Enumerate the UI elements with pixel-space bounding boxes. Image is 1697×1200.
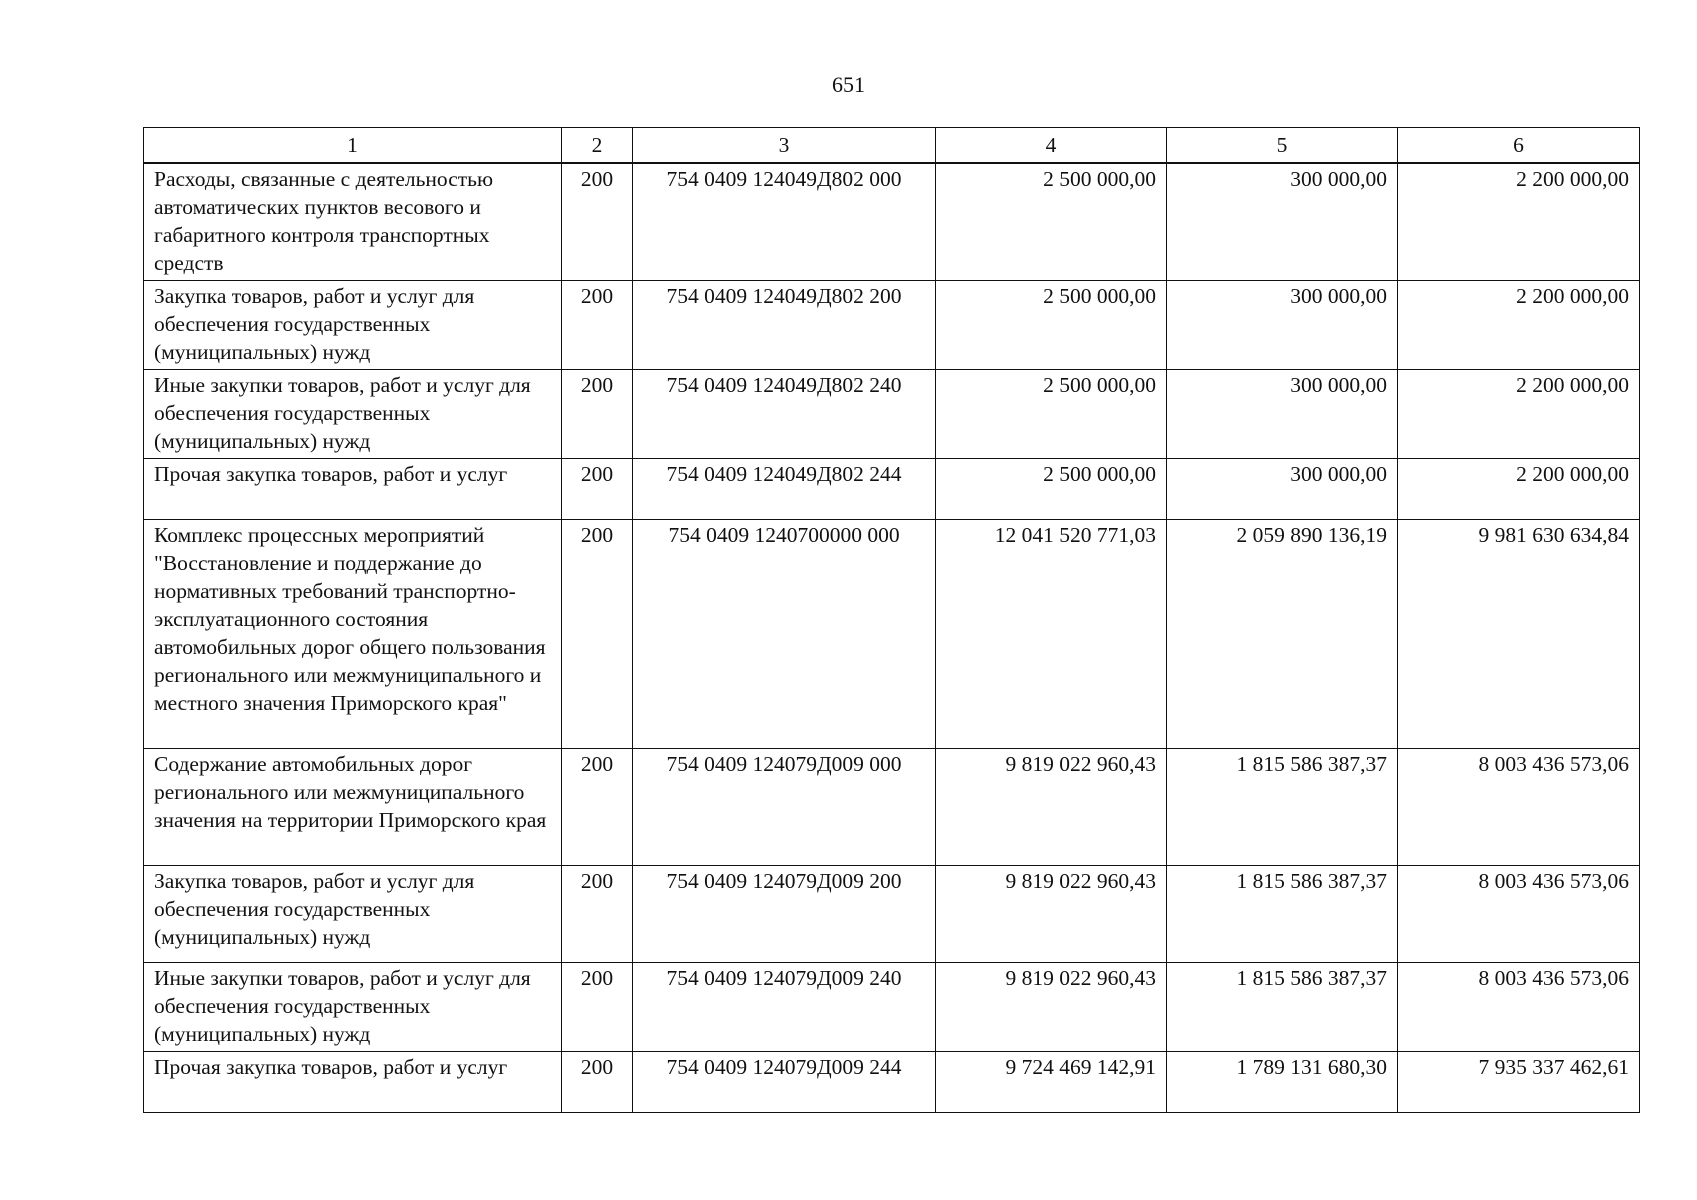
row-value-6: 8 003 436 573,06 [1398,865,1640,962]
column-header-4: 4 [936,128,1167,164]
column-header-5: 5 [1167,128,1398,164]
page-number: 651 [832,72,865,97]
row-value-6: 2 200 000,00 [1398,163,1640,280]
table-row [144,280,1640,369]
column-header-6: 6 [1398,128,1640,164]
row-value-4: 2 500 000,00 [936,163,1167,280]
row-value-5: 300 000,00 [1167,458,1398,519]
row-budget-code: 754 0409 124049Д802 244 [633,458,936,519]
row-value-6: 2 200 000,00 [1398,458,1640,519]
row-budget-code: 754 0409 124079Д009 000 [633,748,936,865]
row-value-4: 9 819 022 960,43 [936,748,1167,865]
row-value-6: 8 003 436 573,06 [1398,962,1640,1051]
row-value-4: 2 500 000,00 [936,280,1167,369]
row-name: Содержание автомобильных дорог регионального или межмуниципального значения на территории Приморского края [144,748,562,865]
table-row [144,458,1640,519]
table-row [144,519,1640,748]
row-value-5: 1 815 586 387,37 [1167,748,1398,865]
row-name: Иные закупки товаров, работ и услуг для обеспечения государственных (муниципальных) нужд [144,962,562,1051]
row-budget-code: 754 0409 124049Д802 240 [633,369,936,458]
row-budget-code: 754 0409 124079Д009 240 [633,962,936,1051]
row-name: Комплекс процессных мероприятий "Восстановление и поддержание до нормативных требований транспортно-эксплуатационного состояния автомобильных дорог общего пользования регионального или межмуниципального и местного значения Приморского края" [144,519,562,748]
row-value-5: 2 059 890 136,19 [1167,519,1398,748]
row-value-5: 1 789 131 680,30 [1167,1051,1398,1112]
header-row [144,128,1640,164]
row-value-5: 1 815 586 387,37 [1167,865,1398,962]
budget-table [143,127,1640,1113]
table-row [144,163,1640,280]
table-row [144,748,1640,865]
column-header-1: 1 [144,128,562,164]
row-budget-code: 754 0409 1240700000 000 [633,519,936,748]
row-value-4: 12 041 520 771,03 [936,519,1167,748]
row-value-5: 1 815 586 387,37 [1167,962,1398,1051]
table-row [144,1051,1640,1112]
row-name: Иные закупки товаров, работ и услуг для обеспечения государственных (муниципальных) нужд [144,369,562,458]
row-name: Закупка товаров, работ и услуг для обеспечения государственных (муниципальных) нужд [144,865,562,962]
table-row [144,865,1640,962]
row-name: Закупка товаров, работ и услуг для обеспечения государственных (муниципальных) нужд [144,280,562,369]
row-value-4: 2 500 000,00 [936,458,1167,519]
row-value-4: 9 724 469 142,91 [936,1051,1167,1112]
row-code: 200 [562,458,633,519]
row-code: 200 [562,280,633,369]
row-code: 200 [562,962,633,1051]
row-value-6: 2 200 000,00 [1398,280,1640,369]
row-value-5: 300 000,00 [1167,163,1398,280]
row-value-5: 300 000,00 [1167,280,1398,369]
row-value-4: 2 500 000,00 [936,369,1167,458]
row-budget-code: 754 0409 124079Д009 244 [633,1051,936,1112]
table-row [144,369,1640,458]
row-budget-code: 754 0409 124079Д009 200 [633,865,936,962]
row-name: Прочая закупка товаров, работ и услуг [144,458,562,519]
row-value-6: 7 935 337 462,61 [1398,1051,1640,1112]
row-name: Расходы, связанные с деятельностью автоматических пунктов весового и габаритного контроля транспортных средств [144,163,562,280]
row-value-5: 300 000,00 [1167,369,1398,458]
row-value-4: 9 819 022 960,43 [936,865,1167,962]
column-header-2: 2 [562,128,633,164]
column-header-3: 3 [633,128,936,164]
row-budget-code: 754 0409 124049Д802 200 [633,280,936,369]
table-row [144,962,1640,1051]
row-value-6: 9 981 630 634,84 [1398,519,1640,748]
row-value-6: 2 200 000,00 [1398,369,1640,458]
row-name: Прочая закупка товаров, работ и услуг [144,1051,562,1112]
table-header [144,128,1640,164]
row-code: 200 [562,1051,633,1112]
table-body [144,163,1640,1112]
row-code: 200 [562,163,633,280]
row-code: 200 [562,519,633,748]
row-value-4: 9 819 022 960,43 [936,962,1167,1051]
row-budget-code: 754 0409 124049Д802 000 [633,163,936,280]
row-value-6: 8 003 436 573,06 [1398,748,1640,865]
row-code: 200 [562,748,633,865]
row-code: 200 [562,369,633,458]
row-code: 200 [562,865,633,962]
